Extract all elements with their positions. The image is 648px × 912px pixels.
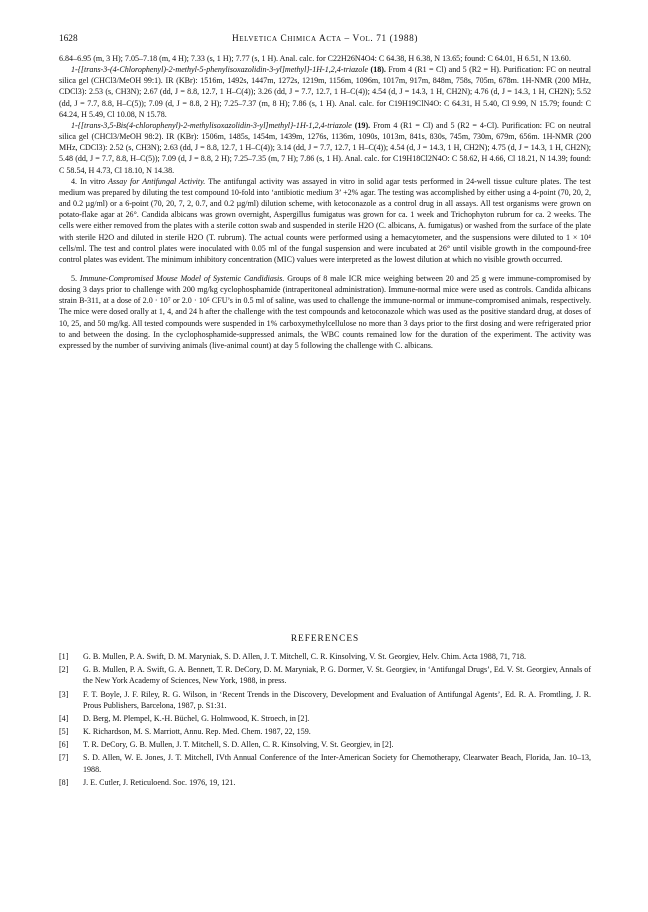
reference-item (59, 726, 591, 737)
reference-number: [8] (59, 777, 69, 787)
paragraph-continuation: 6.84–6.95 (m, 3 H); 7.05–7.18 (m, 4 H); 7.33 (s, 1 H); 7.77 (s, 1 H). Anal. calc. for C22H26N4O4: C 64.38, H 6.38, N 13.65; found: C 64.01, H 6.51, N 13.60. (59, 54, 571, 63)
compound-19-title: 1-{[trans-3,5-Bis(4-chlorophenyl)-2-methylisoxazolidin-3-yl]methyl}-1H-1,2,4-triazole (71, 120, 352, 130)
reference-text: F. T. Boyle, J. F. Riley, R. G. Wilson, in ‘Recent Trends in the Discovery, Development and Evaluation of Antifungal Agents’, Ed. R. A. Fromtling, J. R. Prous Publishers, Barcelona, 1987, p. S1:31. (83, 689, 591, 710)
mouse-section-body: Groups of 8 male ICR mice weighing between 20 and 25 g were immune-compromised by dosing 3 days prior to challenge with 200 mg/kg cyclophosphamide (intraperitoneal administration). Immune-normal mice were used as controls. Candida albicans strain B-311, at a dose of 2.0 · 10⁷ or 2.0 · 10⁵ CFU’s in 0.5 ml of saline, was used to challenge the immune-normal or immune-compromised animals, respectively. The mice were dosed orally at 1, 4, and 24 h after the challenge with the test compounds and ketoconazole which was used as the positive standard drug, at doses of 10, 25, and 50 mg/kg. All tested compounds were suspended in 1% carboxymethylcellulose no more than 3 days prior to the first dosing and were refrigerated prior to and between the dosing. In the cyclophosphamide-suppressed animals, the WBC counts remained low for the duration of the experiment. The activity was expressed by the number of surviving animals (live-animal count) at day 5 following the challenge with C. albicans. (59, 273, 592, 350)
reference-item (59, 689, 591, 711)
reference-item (59, 664, 591, 686)
reference-number: [5] (59, 727, 69, 737)
reference-number: [3] (59, 689, 69, 699)
reference-number: [1] (59, 652, 69, 662)
reference-number: [7] (59, 753, 69, 763)
reference-item (59, 777, 591, 788)
compound-18-body: From 4 (R1 = Cl) and 5 (R2 = H). Purification: FC on neutral silica gel (CHCl3/MeOH 99:1). IR (KBr): 1516m, 1492s, 1447m, 1272s, 1219m, 1156m, 1096m, 1017m, 917m, 848m, 758s, 705m, 678m. 1H-NMR (200 MHz, CDCl3): 2.53 (s, CH3N); 2.67 (dd, J = 8.8, 12.7, 1 H–C(4)); 3.26 (dd, J = 7.7, 12.7, 1 H–C(4)); 4.54 (d, J = 14.3, 1 H, CH2N); 4.76 (d, J = 14.3, 1 H, CH2N); 5.52 (dd, J = 7.7, 8.8, H–C(5)); 7.09 (d, J = 8.8, 2 H); 7.25–7.37 (m, 8 H); 7.86 (s, 1 H). Anal. calc. for C19H19ClN4O: C 64.31, H 5.40, Cl 9.99, N 15.79; found: C 64.24, H 5.49, Cl 10.08, N 15.78. (59, 65, 592, 119)
reference-number: [4] (59, 713, 69, 723)
reference-text: J. E. Cutler, J. Reticuloend. Soc. 1976, 19, 121. (83, 777, 236, 787)
mouse-section-title: Immune-Compromised Mouse Model of Systemic Candidiasis. (79, 273, 285, 283)
reference-text: G. B. Mullen, P. A. Swift, D. M. Maryniak, S. D. Allen, J. T. Mitchell, C. R. Kinsolving, V. St. Georgiev, Helv. Chim. Acta 1988, 71, 718. (83, 652, 527, 662)
compound-18-title: 1-{[trans-3-(4-Chlorophenyl)-2-methyl-5-phenylisoxazolidin-3-yl]methyl}-1H-1,2,4-triazole (71, 65, 369, 75)
reference-item (59, 739, 591, 750)
reference-item (59, 752, 591, 774)
assay-section-lead: 4. In vitro (71, 176, 106, 186)
reference-text: K. Richardson, M. S. Marriott, Annu. Rep. Med. Chem. 1987, 22, 159. (83, 727, 311, 737)
assay-section-body: The antifungal activity was assayed in vitro in solid agar tests performed in 24-well tissue culture plates. The test medium was prepared by diluting the test compound 10-fold into ‘antibiotic medium 3’ +2% agar. The testing was accomplished by either using a 4-point (70, 20, 2, and 0.2 µg/ml) or a 6-point (70, 20, 7, 2, 0.7, and 0.2 µg/ml) dilution scheme, with ketoconazole as a control drug in all assays. All test organisms were grown on potato-flake agar at 26°. Candida albicans was grown overnight, Aspergillus fumigatus was grown for ca. 1 week and Trichophyton rubrum for ca. 2 weeks. The cells were either removed from the plates with a sterile cotton swab and suspended in sterile H2O (C. albicans, A. fumigatus) or washed from the surface of the plate with sterile H2O and diluted in sterile H2O (T. rubrum). The actual counts were performed using a hemacytometer, and the suspensions were diluted to 1 × 10⁴ cells/ml. The test and control plates were inoculated with 0.05 ml of the fungal suspension and were incubated at 26° until visible growth in the compound-free control plates was evident. The minimum inhibitory concentration (MIC) values were interpreted as the lowest dilution at which no visible growth occurred. (59, 176, 591, 264)
journal-title: Helvetica Chimica Acta – Vol. 71 (1988) (231, 34, 419, 44)
reference-text: S. D. Allen, W. E. Jones, J. T. Mitchell, IVth Annual Conference of the Inter-American Society for Chemotherapy, Clearwater Beach, Florida, Jan. 10–13, 1988. (83, 753, 591, 774)
compound-19-paragraph (59, 120, 591, 176)
reference-text: G. B. Mullen, P. A. Swift, G. A. Bennett, T. R. DeCory, D. M. Maryniak, P. G. Dormer, V. St. Georgiev, in ‘Antifungal Drugs’, Ed. V. St. Georgiev, Annals of the New York Academy of Sciences, New York, 1988, in press. (83, 665, 591, 686)
reference-item (59, 651, 591, 662)
compound-18-number: (18). (370, 65, 386, 75)
reference-text: D. Berg, M. Plempel, K.-H. Büchel, G. Holmwood, K. Stroech, in [2]. (83, 713, 310, 723)
reference-item (59, 713, 591, 724)
assay-section-title: Assay for Antifungal Activity. (108, 176, 206, 186)
references-section (59, 634, 591, 790)
body-text (59, 53, 591, 351)
mouse-section-lead: 5. (71, 273, 78, 283)
compound-19-body: From 4 (R1 = Cl) and 5 (R2 = 4-Cl). Purification: FC on neutral silica gel (CHCl3/MeOH 98:2). IR (KBr): 1506m, 1485s, 1454m, 1439m, 1276s, 1136m, 1090s, 1013m, 841s, 830s, 745m, 730m, 679m, 656m. 1H-NMR (200 MHz, CDCl3): 2.52 (s, CH3N); 2.63 (dd, J = 8.8, 12.7, 1 H–C(4)); 3.14 (dd, J = 7.7, 12.7, 1 H–C(4)); 4.54 (d, J = 14.3, 1 H, CH2N); 4.75 (d, J = 14.3, 1 H, CH2N); 5.48 (dd, J = 7.7, 8.8, H–C(5)); 7.09 (d, J = 8.8, 2 H); 7.25–7.35 (m, 7 H); 7.86 (s, 1 H). Anal. calc. for C19H18Cl2N4O: C 58.62, H 4.66, Cl 18.21, N 14.39; found: C 58.54, H 4.73, Cl 18.10, N 14.38. (59, 120, 591, 175)
mouse-model-paragraph (59, 273, 591, 351)
page-number: 1628 (59, 34, 78, 44)
antifungal-assay-paragraph (59, 176, 591, 265)
compound-18-paragraph (59, 64, 591, 120)
references-heading: REFERENCES (290, 634, 360, 644)
reference-number: [6] (59, 740, 69, 750)
reference-number: [2] (59, 665, 69, 675)
compound-19-number: (19). (354, 120, 371, 130)
reference-text: T. R. DeCory, G. B. Mullen, J. T. Mitchell, S. D. Allen, C. R. Kinsolving, V. St. Georgiev, in [2]. (83, 740, 394, 750)
